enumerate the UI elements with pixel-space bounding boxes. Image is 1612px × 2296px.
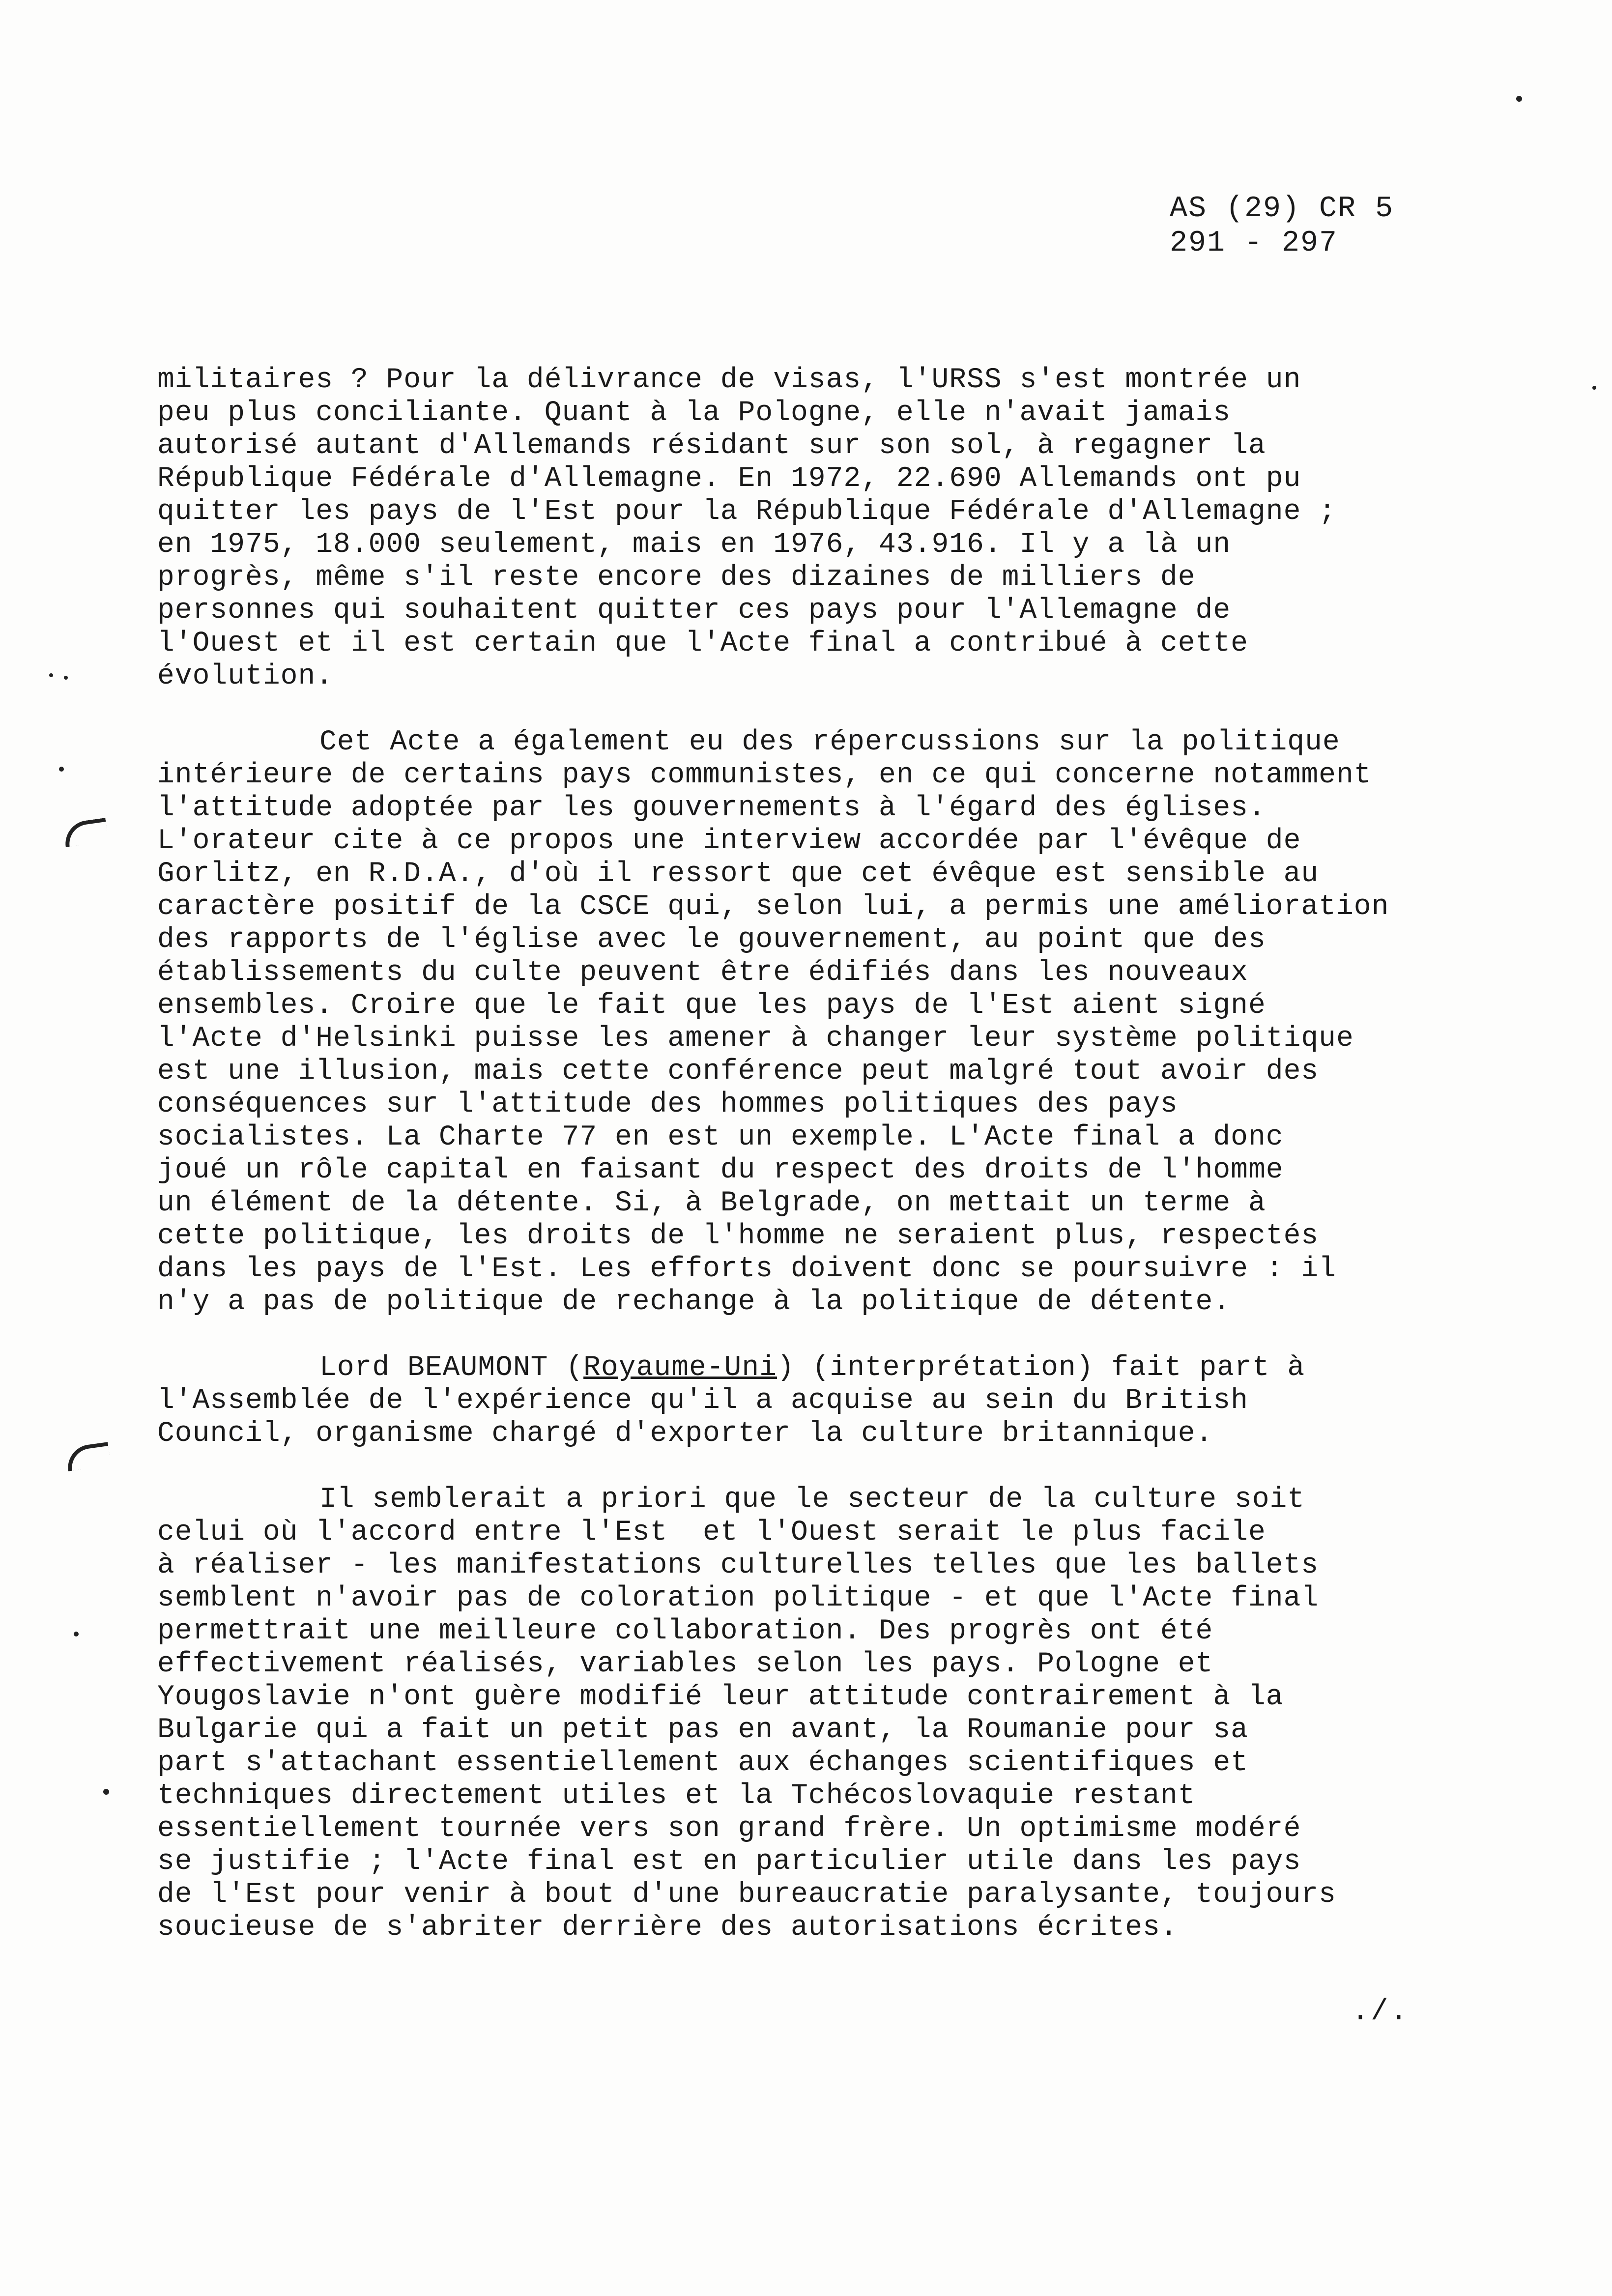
scan-speck [103,1789,109,1795]
text-line: des rapports de l'église avec le gouvernement, au point que des [157,924,1266,956]
text-line: à réaliser - les manifestations culturelles telles que les ballets [157,1550,1319,1581]
text-line: n'y a pas de politique de rechange à la politique de détente. [157,1286,1231,1318]
text-line: l'Assemblée de l'expérience qu'il a acquise au sein du British [157,1385,1248,1417]
text-line: peu plus conciliante. Quant à la Pologne, elle n'avait jamais [157,397,1231,429]
document-reference [1170,192,1394,260]
text-line: joué un rôle capital en faisant du respect des droits de l'homme [157,1154,1284,1186]
text-line: se justifie ; l'Acte final est en particulier utile dans les pays [157,1846,1301,1878]
speaker-name: Lord BEAUMONT [319,1352,548,1384]
text-line: intérieure de certains pays communistes, en ce qui concerne notamment [157,759,1372,791]
text-line: établissements du culte peuvent être édifiés dans les nouveaux [157,957,1248,989]
document-body [157,364,1533,1944]
scan-speck [59,767,64,772]
text-line: techniques directement utiles et la Tchécoslovaquie restant [157,1780,1196,1812]
text-line: essentiellement tournée vers son grand frère. Un optimisme modéré [157,1813,1301,1845]
text-line: cette politique, les droits de l'homme ne seraient plus, respectés [157,1220,1319,1252]
speaker-country: Royaume-Uni [583,1352,777,1384]
text-line: l'Acte d'Helsinki puisse les amener à changer leur système politique [157,1023,1354,1055]
scan-hook-mark [62,818,109,847]
continuation-mark: ./. [1352,1995,1410,2029]
text-line: un élément de la détente. Si, à Belgrade, on mettait un terme à [157,1187,1266,1219]
reference-code: AS (29) CR 5 [1170,192,1394,226]
paragraph-2 [157,726,1533,1319]
text-line: effectivement réalisés, variables selon les pays. Pologne et [157,1648,1213,1680]
text-line: l'Ouest et il est certain que l'Acte final a contribué à cette [157,628,1248,660]
text-line: Yougoslavie n'ont guère modifié leur attitude contrairement à la [157,1681,1284,1713]
scan-speck [64,676,68,680]
text-line: Gorlitz, en R.D.A., d'où il ressort que cet évêque est sensible au [157,858,1319,890]
speaker-line-rest: (interprétation) fait part à [794,1352,1305,1384]
text-line: celui où l'accord entre l'Est et l'Ouest serait le plus facile [157,1517,1266,1549]
text-line: progrès, même s'il reste encore des dizaines de milliers de [157,562,1196,594]
page-range: 291 - 297 [1170,227,1338,260]
text-line: ensembles. Croire que le fait que les pays de l'Est aient signé [157,990,1266,1022]
text-line: personnes qui souhaitent quitter ces pays pour l'Allemagne de [157,595,1231,627]
text-line: permettrait une meilleure collaboration. Des progrès ont été [157,1615,1213,1647]
text-line: République Fédérale d'Allemagne. En 1972, 22.690 Allemands ont pu [157,463,1301,495]
text-line: soucieuse de s'abriter derrière des autorisations écrites. [157,1912,1178,1944]
scan-speck [1516,96,1522,102]
text-line: autorisé autant d'Allemands résidant sur son sol, à regagner la [157,430,1266,462]
text-line: l'attitude adoptée par les gouvernements à l'égard des églises. [157,792,1266,824]
paragraph-4 [157,1483,1533,1944]
scan-hook-mark [65,1442,111,1471]
text-line: Il semblerait a priori que le secteur de la culture soit [319,1484,1305,1516]
text-line: en 1975, 18.000 seulement, mais en 1976, 43.916. Il y a là un [157,529,1231,561]
text-line: Council, organisme chargé d'exporter la culture britannique. [157,1418,1213,1450]
text-line: caractère positif de la CSCE qui, selon lui, a permis une amélioration [157,891,1389,923]
scan-speck [1592,386,1596,390]
text-line: L'orateur cite à ce propos une interview accordée par l'évêque de [157,825,1301,857]
text-line: militaires ? Pour la délivrance de visas, l'URSS s'est montrée un [157,364,1301,396]
speaker-line: Lord BEAUMONT (Royaume-Uni) (interprétation) fait part à [319,1352,1305,1384]
text-line: est une illusion, mais cette conférence peut malgré tout avoir des [157,1056,1319,1088]
text-line: évolution. [157,660,334,692]
scan-speck [74,1632,79,1636]
paragraph-3 [157,1351,1533,1450]
scan-speck [49,673,53,677]
text-line: conséquences sur l'attitude des hommes politiques des pays [157,1089,1178,1120]
paragraph-1 [157,364,1533,693]
text-line: Cet Acte a également eu des répercussions sur la politique [319,726,1340,758]
text-line: socialistes. La Charte 77 en est un exemple. L'Acte final a donc [157,1121,1284,1153]
text-line: semblent n'avoir pas de coloration politique - et que l'Acte final [157,1582,1319,1614]
text-line: quitter les pays de l'Est pour la République Fédérale d'Allemagne ; [157,496,1336,528]
text-line: dans les pays de l'Est. Les efforts doivent donc se poursuivre : il [157,1253,1336,1285]
text-line: Bulgarie qui a fait un petit pas en avant, la Roumanie pour sa [157,1714,1248,1746]
text-line: part s'attachant essentiellement aux échanges scientifiques et [157,1747,1248,1779]
text-line: de l'Est pour venir à bout d'une bureaucratie paralysante, toujours [157,1879,1336,1911]
